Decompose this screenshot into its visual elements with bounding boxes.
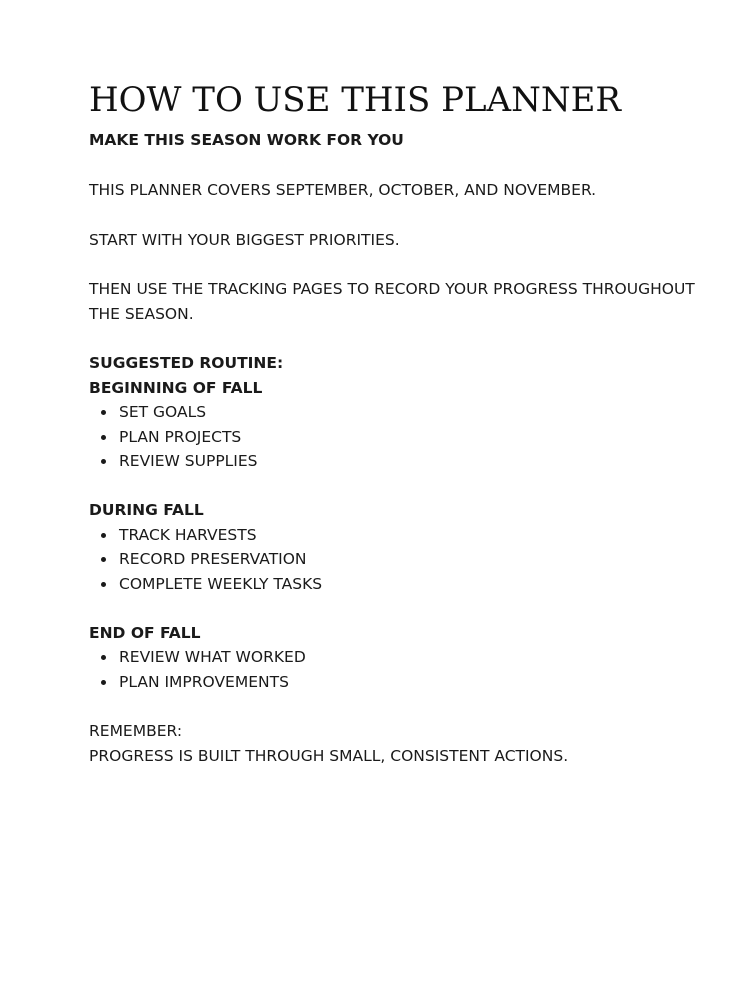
bullet-icon	[101, 459, 106, 464]
bullet-icon	[101, 582, 106, 587]
list-item-label: SET GOALS	[119, 403, 207, 421]
page-subtitle: MAKE THIS SEASON WORK FOR YOU	[89, 131, 404, 149]
bullet-icon	[101, 557, 106, 562]
section-heading-beginning: BEGINNING OF FALL	[89, 378, 263, 397]
list-item	[89, 425, 709, 450]
bullet-icon	[101, 655, 106, 660]
bullet-icon	[101, 533, 106, 538]
list-item	[89, 400, 709, 425]
section-heading-end: END OF FALL	[89, 623, 201, 642]
beginning-of-fall-list	[89, 400, 709, 474]
list-item	[89, 645, 709, 670]
list-item-label: REVIEW WHAT WORKED	[119, 648, 306, 666]
intro-paragraph-priorities: START WITH YOUR BIGGEST PRIORITIES.	[89, 230, 400, 249]
intro-paragraph-tracking: THEN USE THE TRACKING PAGES TO RECORD YOUR PROGRESS THROUGHOUT THE SEASON.	[89, 280, 695, 323]
planner-instructions-page	[89, 78, 709, 768]
list-item	[89, 572, 709, 597]
bullet-icon	[101, 680, 106, 685]
remember-text: PROGRESS IS BUILT THROUGH SMALL, CONSISTENT ACTIONS.	[89, 746, 569, 765]
remember-label: REMEMBER:	[89, 722, 183, 740]
list-item-label: REVIEW SUPPLIES	[119, 452, 258, 470]
list-item-label: PLAN PROJECTS	[119, 427, 242, 446]
list-item-label: PLAN IMPROVEMENTS	[119, 672, 289, 691]
page-title: HOW TO USE THIS PLANNER	[89, 80, 621, 120]
list-item-label: TRACK HARVESTS	[119, 525, 257, 544]
during-fall-list	[89, 523, 709, 597]
section-heading-during: DURING FALL	[89, 501, 204, 519]
routine-heading: SUGGESTED ROUTINE:	[89, 354, 284, 372]
end-of-fall-list	[89, 645, 709, 694]
list-item	[89, 547, 709, 572]
intro-paragraph-months: THIS PLANNER COVERS SEPTEMBER, OCTOBER, AND NOVEMBER.	[89, 181, 597, 199]
bullet-icon	[101, 410, 106, 415]
list-item	[89, 523, 709, 548]
list-item-label: RECORD PRESERVATION	[119, 550, 307, 568]
list-item-label: COMPLETE WEEKLY TASKS	[119, 574, 323, 593]
list-item	[89, 449, 709, 474]
list-item	[89, 670, 709, 695]
bullet-icon	[101, 435, 106, 440]
